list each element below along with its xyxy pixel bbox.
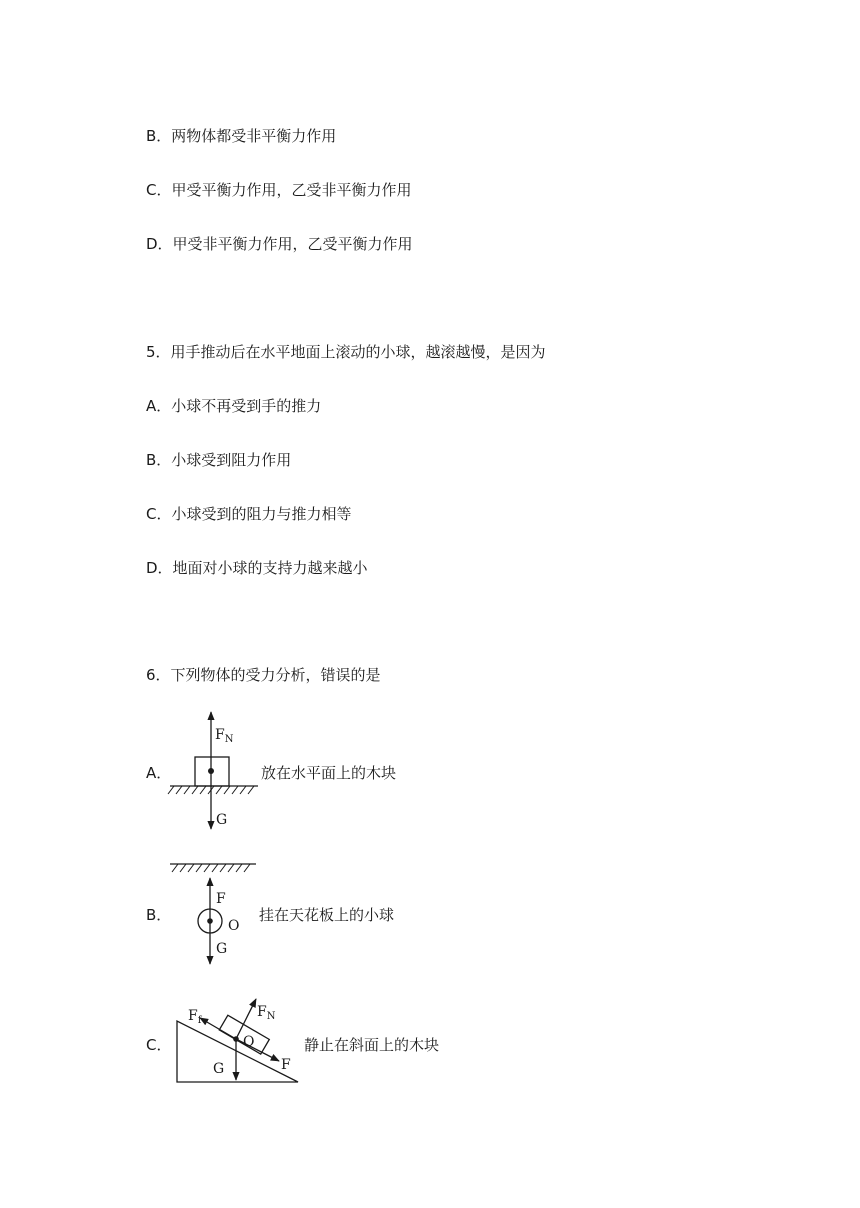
q6-option-a-letter: A． <box>146 764 172 782</box>
q4-option-d: D．甲受非平衡力作用，乙受平衡力作用 <box>146 235 413 253</box>
incline-shape <box>177 1021 298 1082</box>
q5-option-a: A．小球不再受到手的推力 <box>146 397 322 415</box>
q6-option-c-caption: 静止在斜面上的木块 <box>304 1036 440 1054</box>
q6-option-a-caption: 放在水平面上的木块 <box>261 764 397 782</box>
q4-option-b: B．两物体都受非平衡力作用 <box>146 127 337 145</box>
q5-stem: 5．用手推动后在水平地面上滚动的小球，越滚越慢，是因为 <box>146 343 546 361</box>
center-label: O <box>228 918 240 934</box>
normal-force-label: $F_N$ <box>257 1004 276 1022</box>
q6-option-c-diagram <box>170 995 310 1090</box>
center-label: O <box>243 1034 255 1050</box>
q4-option-c: C．甲受平衡力作用，乙受非平衡力作用 <box>146 181 412 199</box>
q6-option-b-letter: B． <box>146 906 172 924</box>
q5-option-c: C．小球受到的阻力与推力相等 <box>146 505 352 523</box>
gravity-label: G <box>213 1061 225 1077</box>
q6-option-a-diagram <box>160 700 270 840</box>
q6-stem: 6．下列物体的受力分析，错误的是 <box>146 666 381 684</box>
gravity-label: G <box>216 941 228 957</box>
normal-force-label: $F_N$ <box>215 727 234 745</box>
q5-option-d: D．地面对小球的支持力越来越小 <box>146 559 368 577</box>
tension-force-label: F <box>216 891 226 907</box>
gravity-label: G <box>216 812 228 828</box>
friction-force-label: $F_f$ <box>188 1008 202 1026</box>
q6-option-b-caption: 挂在天花板上的小球 <box>259 906 395 924</box>
q6-option-b-diagram <box>160 852 270 972</box>
q5-option-b: B．小球受到阻力作用 <box>146 451 292 469</box>
normal-force-arrow <box>236 999 256 1039</box>
q6-option-c-letter: C． <box>146 1036 172 1054</box>
push-force-label: F <box>281 1057 291 1073</box>
ceiling-hatching <box>172 864 250 872</box>
